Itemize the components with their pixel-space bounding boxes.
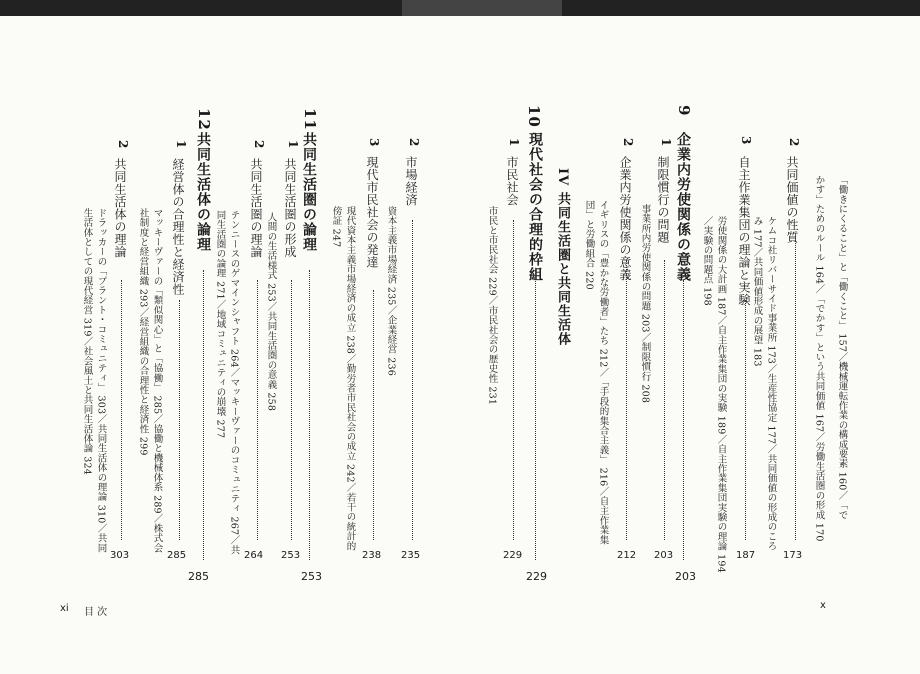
subsection-line: 資本主義市場経済 235／企業経営 236	[385, 206, 397, 377]
section-number: 3	[367, 138, 381, 147]
subsection-line: 人間の生活様式 253／共同生活圏の意義 258	[265, 212, 277, 412]
page-number: 212	[617, 550, 637, 561]
section-title: 共同生活圏の形成	[283, 158, 297, 258]
scan-top-edge	[0, 0, 920, 16]
section-number: 2	[621, 138, 635, 147]
section-number: 2	[252, 140, 266, 149]
page-number: 264	[244, 550, 264, 561]
part-title: 共同生活圏と共同生活体	[555, 192, 570, 346]
subsection-line: 「働きにくること」と「働くこと」 157／機械運転作業の構成要素 160／「で	[836, 175, 848, 520]
subsection-line: マッキーヴァーの「類似関心」と「協働」 285／協働と機械体系 289／株式会	[151, 208, 163, 553]
subsection-line: 生活体としての現代経営 319／社会風土と共同生活体論 324	[81, 208, 93, 476]
subsection-line: テンニースのゲマインシャフト 264／マッキーヴァーのコミュニティ 267／共	[228, 210, 240, 555]
section-title: 共同価値の性質	[785, 156, 799, 244]
section-number: 2	[787, 138, 801, 147]
section-number: 1	[286, 140, 300, 149]
subsection-line: ケムコ社リバーサイド事業所 173／生産性協定 177／共同価値の形成のころ	[765, 216, 777, 551]
section-title: 共同生活圏の理論	[249, 158, 263, 258]
section-title: 現代市民社会の発達	[365, 156, 379, 269]
page-folio-left-title: 目 次	[84, 607, 108, 618]
chapter-title: 現代社会の合理的枠組	[527, 132, 543, 282]
subsection-line: ／実験の問題点 198	[701, 216, 713, 306]
page-number: 187	[736, 550, 756, 561]
chapter-number: 11	[301, 108, 319, 131]
subsection-line: 事業所内労使関係の問題 203／制限慣行 208	[639, 204, 651, 404]
chapter-number: 9	[675, 105, 693, 117]
section-title: 共同生活体の理論	[113, 158, 127, 258]
section-title: 経営体の合理性と経済性	[171, 158, 185, 296]
page-number: 303	[110, 550, 130, 561]
chapter-title: 共同生活体の論理	[195, 132, 211, 252]
subsection-line: 同生活圏の論理 271／地域コミュニティの崩壊 277	[214, 210, 226, 439]
page-number: 285	[167, 550, 187, 561]
page-number: 235	[401, 550, 421, 561]
subsection-line: ドラッカーの「プラント・コミュニティ」 303／共同生活体の理論 310／共同	[95, 208, 107, 553]
section-number: 1	[174, 140, 188, 149]
subsection-line: かす」ためのルール 164／「でかす」という共同価値 167／労働生活圏の形成 170	[813, 175, 825, 542]
section-title: 自主作業集団の理論と実験	[737, 156, 751, 306]
page-number: 173	[783, 550, 803, 561]
section-title: 市場経済	[404, 156, 418, 206]
page-number: 238	[362, 550, 382, 561]
section-title: 市民社会	[505, 156, 519, 206]
subsection-line: 労使関係の大計画 187／自主作業集団の実験 189／自主作業集団実験の理論 194	[715, 216, 727, 573]
page-number: 285	[188, 570, 209, 583]
chapter-title: 共同生活圏の論理	[301, 132, 317, 252]
chapter-title: 企業内労使関係の意義	[675, 132, 691, 282]
page-folio-right: x	[820, 600, 826, 611]
subsection-line: み 177／共同価値形成の展望 183	[751, 216, 763, 367]
chapter-number: 10	[525, 105, 543, 128]
page-number: 229	[503, 550, 523, 561]
page-number: 203	[675, 570, 696, 583]
section-number: 1	[507, 138, 521, 147]
section-title: 制限慣行の問題	[656, 156, 670, 244]
section-number: 2	[116, 140, 130, 149]
section-title: 企業内労使関係の意義	[618, 156, 632, 281]
section-number: 2	[407, 138, 421, 147]
chapter-number: 12	[195, 108, 213, 131]
section-number: 3	[739, 136, 753, 145]
subsection-line: 傍証 247	[330, 206, 342, 248]
subsection-line: 市民と市民社会 229／市民社会の歴史性 231	[486, 206, 498, 406]
page-folio-left: xi	[60, 603, 69, 614]
page-number: 253	[301, 570, 322, 583]
subsection-line: イギリスの「豊かな労働者」たち 212／「手段的集合主義」 216／自主作業集	[597, 200, 609, 545]
section-number: 1	[659, 138, 673, 147]
subsection-line: 現代資本主義市場経済の成立 238／勤労者市民社会の成立 242／若干の統計的	[344, 206, 356, 551]
part-number: IV	[555, 168, 570, 187]
page-number: 253	[281, 550, 301, 561]
subsection-line: 団」と労働組合 220	[583, 200, 595, 290]
page-number: 203	[654, 550, 674, 561]
subsection-line: 社制度と経営組織 293／経営組織の合理性と経済性 299	[137, 208, 149, 456]
page-number: 229	[526, 570, 547, 583]
